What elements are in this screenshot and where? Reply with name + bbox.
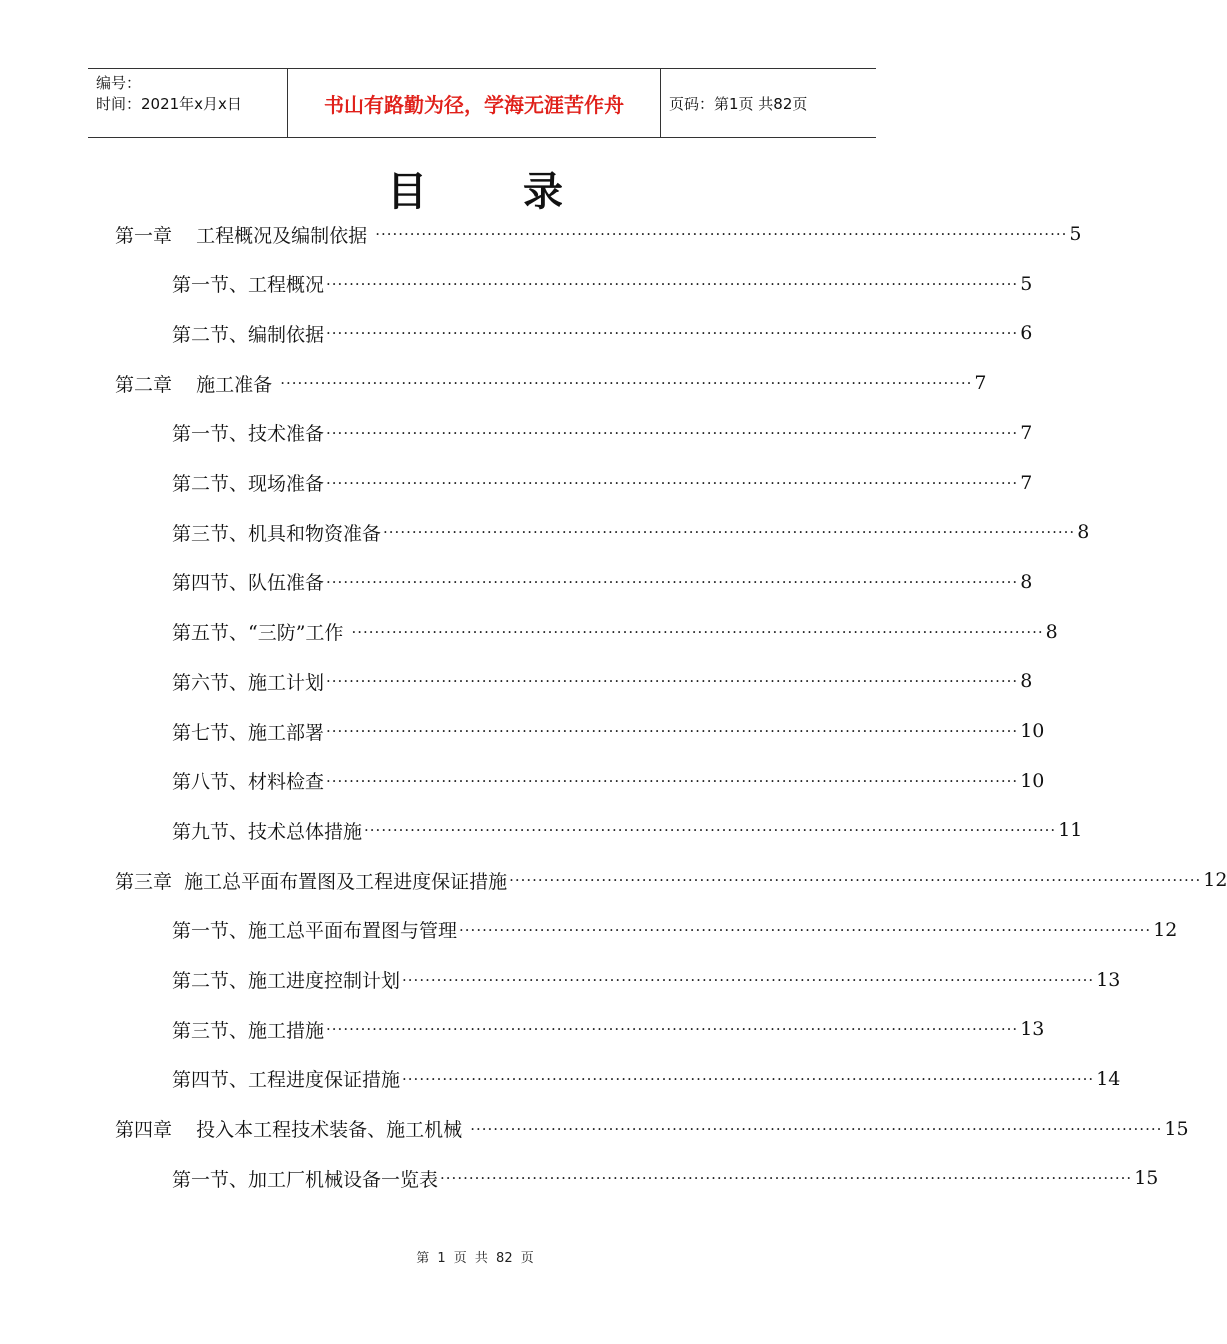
toc-entry[interactable] [172, 1065, 1121, 1093]
toc-entry[interactable] [172, 270, 1033, 298]
toc-leader-dots: ························································································································ [326, 324, 1019, 343]
toc-leader-dots: ························································································································ [470, 1119, 1163, 1138]
toc-entry[interactable] [172, 568, 1033, 596]
toc-entry-label: 第四节、队伍准备 [172, 572, 325, 595]
toc-entry[interactable] [172, 767, 1045, 795]
toc-entry-page: 15 [1164, 1117, 1189, 1140]
toc-entry[interactable] [115, 369, 987, 397]
toc-entry-label: 第七节、施工部署 [172, 721, 325, 744]
toc-leader-dots: ························································································································ [280, 374, 973, 393]
toc-entry-label: 第四章 投入本工程技术装备、施工机械 [115, 1119, 469, 1142]
toc-entry-page: 7 [1020, 471, 1033, 494]
toc-entry[interactable] [172, 916, 1178, 944]
toc-entry-label: 第三节、机具和物资准备 [172, 522, 382, 545]
toc-leader-dots: ························································································································ [326, 473, 1019, 492]
toc-entry-page: 15 [1134, 1167, 1159, 1190]
toc-entry-label: 第五节、“三防”工作 [172, 622, 350, 645]
toc-entry-page: 7 [974, 372, 987, 395]
toc-entry[interactable] [172, 816, 1083, 844]
toc-entry[interactable] [172, 469, 1033, 497]
toc-entry-page: 12 [1153, 918, 1178, 941]
toc-entry-page: 14 [1096, 1067, 1121, 1090]
toc-entry-page: 11 [1058, 819, 1083, 842]
header-page-info: 页码：第1页 共82页 [669, 94, 808, 113]
toc-entry-label: 第二章 施工准备 [115, 373, 279, 396]
toc-entry-page: 8 [1020, 570, 1033, 593]
header-motto: 书山有路勤为径，学海无涯苦作舟 [288, 69, 661, 137]
page-header [88, 68, 876, 138]
toc-leader-dots: ························································································································ [326, 423, 1019, 442]
toc-entry[interactable] [115, 220, 1082, 248]
toc-entry[interactable] [172, 618, 1058, 646]
toc-entry-label: 第一节、技术准备 [172, 423, 325, 446]
toc-entry-label: 第二节、施工进度控制计划 [172, 970, 401, 992]
toc-entry-page: 13 [1096, 968, 1121, 991]
toc-entry-label: 第一节、加工厂机械设备一览表 [172, 1168, 439, 1191]
toc-entry-label: 第四节、工程进度保证措施 [172, 1069, 401, 1092]
toc-leader-dots: ························································································································ [351, 622, 1044, 641]
toc-leader-dots: ························································································································ [440, 1169, 1133, 1188]
toc-entry-label: 第三节、施工措施 [172, 1019, 325, 1042]
toc-title: 目录 [387, 169, 659, 215]
toc-entry[interactable] [172, 1164, 1159, 1192]
toc-entry-label: 第六节、施工计划 [172, 671, 325, 694]
toc-entry-page: 12 [1203, 869, 1227, 892]
toc-entry-label: 第一节、施工总平面布置图与管理 [172, 920, 458, 943]
toc-leader-dots: ························································································································ [402, 970, 1095, 989]
toc-entry-label: 第一节、工程概况 [172, 274, 325, 297]
toc-entry-page: 8 [1020, 670, 1033, 693]
document-number: 编号： [96, 74, 142, 92]
toc-entry-page: 7 [1020, 421, 1033, 444]
toc-leader-dots: ························································································································ [383, 523, 1076, 542]
toc-entry-label: 第二节、现场准备 [172, 473, 325, 495]
toc-entry[interactable] [172, 518, 1090, 546]
toc-entry-page: 5 [1069, 223, 1082, 245]
document-time: 时间：2021年x月x日 [96, 95, 242, 113]
toc-entry[interactable] [172, 966, 1121, 994]
toc-entry-page: 13 [1020, 1018, 1045, 1041]
toc-entry-page: 10 [1020, 769, 1045, 792]
toc-entry-page: 8 [1077, 521, 1090, 544]
toc-entry[interactable] [172, 1015, 1045, 1043]
header-meta [88, 69, 288, 137]
toc-leader-dots: ························································································································ [402, 1069, 1095, 1088]
toc-leader-dots: ························································································································ [364, 821, 1057, 840]
toc-entry-label: 第一章 工程概况及编制依据 [115, 224, 374, 247]
toc-leader-dots: ························································································································ [326, 1020, 1019, 1039]
toc-leader-dots: ························································································································ [326, 672, 1019, 691]
toc-entry[interactable] [172, 717, 1045, 745]
toc-entry[interactable] [172, 667, 1033, 695]
toc-leader-dots: ························································································································ [459, 920, 1152, 939]
toc-entry-page: 10 [1020, 720, 1045, 742]
toc-leader-dots: ························································································································ [326, 274, 1019, 293]
toc-entry-page: 8 [1045, 620, 1058, 643]
toc-entry[interactable] [172, 319, 1033, 347]
toc-entry-label: 第八节、材料检查 [172, 771, 325, 794]
toc-entry[interactable] [172, 419, 1033, 447]
toc-entry-page: 5 [1020, 272, 1033, 295]
toc-entry[interactable] [115, 866, 1227, 894]
toc-leader-dots: ························································································································ [509, 871, 1202, 890]
toc-entry-label: 第九节、技术总体措施 [172, 820, 363, 843]
toc-entry[interactable] [115, 1115, 1189, 1143]
toc-leader-dots: ························································································································ [375, 225, 1068, 243]
toc-entry-label: 第二节、编制依据 [172, 323, 325, 346]
toc-entry-label: 第三章 施工总平面布置图及工程进度保证措施 [115, 870, 508, 893]
toc-entry-page: 6 [1020, 322, 1033, 345]
toc-leader-dots: ························································································································ [326, 771, 1019, 790]
toc-leader-dots: ························································································································ [326, 722, 1019, 740]
page-footer: 第 1 页 共 82 页 [416, 1251, 534, 1266]
toc-leader-dots: ························································································································ [326, 572, 1019, 591]
